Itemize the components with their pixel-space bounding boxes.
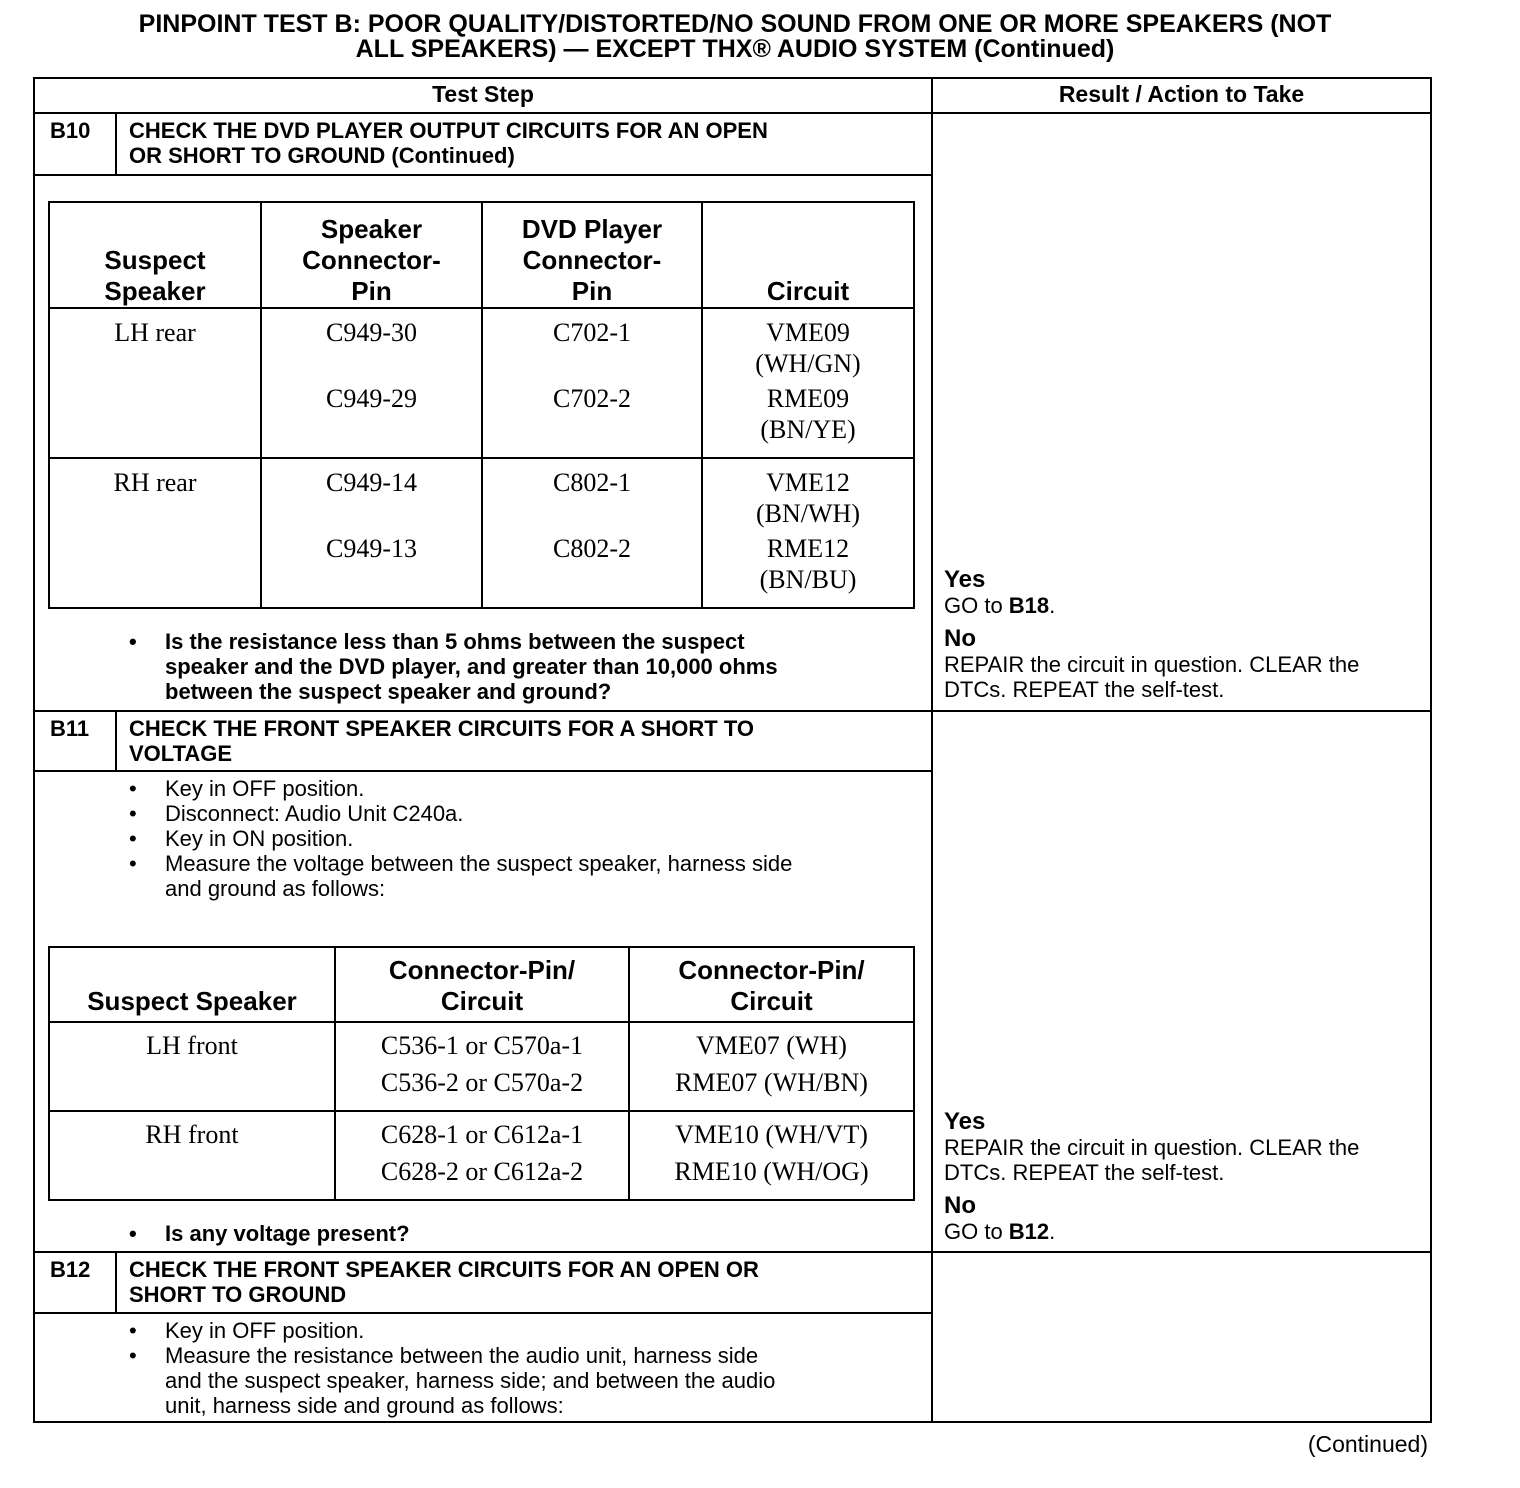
b10-cell-dvd-pin: C802-2 (482, 533, 702, 608)
b10-no-action-line-1: REPAIR the circuit in question. CLEAR the (944, 652, 1360, 677)
title-line-2: ALL SPEAKERS) — EXCEPT THX® AUDIO SYSTEM (Continued) (355, 35, 1115, 63)
b10-question-line-3: between the suspect speaker and ground? (165, 679, 612, 704)
b11-no-period: . (1049, 1219, 1056, 1244)
b10-question-line-2: speaker and the DVD player, and greater than 10,000 ohms (165, 654, 778, 679)
b11-cell-pin: C628-1 or C612a-1 (335, 1111, 629, 1156)
b11-header-connector-pin-circuit: Connector-Pin/ Circuit (335, 947, 629, 1022)
b10-question-item (125, 629, 925, 704)
b11-no-text: GO to (944, 1219, 1009, 1244)
b10-cell-speaker (49, 383, 261, 458)
b11-step-line-1: • Measure the voltage between the suspect speaker, harness side (165, 851, 793, 876)
b11-step-item: • Key in OFF position. (125, 776, 925, 801)
b10-step-id: B10 (50, 118, 91, 143)
b10-circuit-color: (WH/GN) (755, 349, 861, 378)
b11-header-connector-pin-circuit: Connector-Pin/ Circuit (629, 947, 914, 1022)
b11-cell-pin: C536-2 or C570a-2 (335, 1067, 629, 1111)
b11-title-line-2: VOLTAGE (129, 741, 233, 766)
b12-step-item (125, 1343, 925, 1418)
b10-cell-circuit (702, 308, 914, 383)
b10-header-speaker-connector-pin: Speaker Connector- Pin (261, 202, 482, 308)
b10-yes-target: B18 (1008, 593, 1050, 618)
b11-cell-pin: C628-2 or C612a-2 (335, 1156, 629, 1200)
b10-cell-dvd-pin: C802-1 (482, 458, 702, 533)
b10-question (125, 629, 925, 704)
b10-cell-speaker (49, 533, 261, 608)
b11-end-divider (33, 1251, 1432, 1253)
b11-title-divider (33, 770, 932, 772)
b10-circuit-id: VME09 (766, 318, 850, 347)
b11-step-item: • Disconnect: Audio Unit C240a. (125, 801, 925, 826)
b11-cell-speaker (49, 1156, 335, 1200)
b10-circuit-id: RME12 (766, 534, 850, 563)
page-title (0, 12, 1470, 62)
b10-cell-speaker: LH rear (49, 308, 261, 383)
header-divider (33, 112, 1432, 114)
b11-cell-speaker: RH front (49, 1111, 335, 1156)
b10-circuit-color: (BN/WH) (756, 499, 860, 528)
b11-cell-circuit: RME07 (WH/BN) (629, 1067, 914, 1111)
b11-cell-pin: C536-1 or C570a-1 (335, 1022, 629, 1067)
b12-id-divider (115, 1253, 117, 1313)
b10-yes-period: . (1049, 593, 1056, 618)
b11-step-id: B11 (50, 716, 90, 741)
b10-end-divider (33, 710, 1432, 712)
b10-cell-speaker: RH rear (49, 458, 261, 533)
b10-header-circuit: Circuit (702, 202, 914, 308)
b11-cell-circuit: VME10 (WH/VT) (629, 1111, 914, 1156)
b10-yes-text: GO to (944, 593, 1009, 618)
b12-title-line-1: CHECK THE FRONT SPEAKER CIRCUITS FOR AN OPEN OR (129, 1257, 759, 1282)
b10-title-divider (33, 174, 932, 176)
header-result: Result / Action to Take (1058, 81, 1305, 107)
b10-cell-dvd-pin: C702-2 (482, 383, 702, 458)
b10-cell-speaker-pin: C949-14 (261, 458, 482, 533)
b10-header-dvd-connector-pin: DVD Player Connector- Pin (482, 202, 702, 308)
b12-steps-list (125, 1318, 925, 1418)
b11-voltage-table (48, 946, 915, 1201)
b10-title-line-1: CHECK THE DVD PLAYER OUTPUT CIRCUITS FOR AN OPEN (129, 118, 768, 143)
b11-no-action (944, 1219, 1430, 1244)
b11-step-item: • Key in ON position. (125, 826, 925, 851)
b11-no-target: B12 (1008, 1219, 1050, 1244)
b11-header-suspect-speaker: Suspect Speaker (49, 947, 335, 1022)
b12-step-title (129, 1257, 759, 1307)
b11-result (944, 1109, 1430, 1244)
b11-cell-circuit: RME10 (WH/OG) (629, 1156, 914, 1200)
b11-steps-list (125, 776, 925, 901)
b10-cell-circuit (702, 458, 914, 533)
b11-yes-label: Yes (944, 1108, 986, 1135)
b10-cell-speaker-pin: C949-30 (261, 308, 482, 383)
b12-step-line-1: • Measure the resistance between the audio unit, harness side (165, 1343, 759, 1368)
b10-yes-action (944, 593, 1430, 618)
b10-yes-label: Yes (944, 566, 986, 593)
b10-question-line-1: • Is the resistance less than 5 ohms between the suspect (165, 629, 745, 654)
b10-circuit-id: VME12 (766, 468, 850, 497)
b12-step-item: • Key in OFF position. (125, 1318, 925, 1343)
b11-step-line-2: and ground as follows: (165, 876, 386, 901)
b10-title-line-2: OR SHORT TO GROUND (Continued) (129, 143, 515, 168)
b10-cell-dvd-pin: C702-1 (482, 308, 702, 383)
b10-circuit-id: RME09 (766, 384, 850, 413)
b11-cell-speaker: LH front (49, 1022, 335, 1067)
b10-pin-table (48, 201, 915, 609)
b10-cell-circuit (702, 533, 914, 608)
title-line-1: PINPOINT TEST B: POOR QUALITY/DISTORTED/NO SOUND FROM ONE OR MORE SPEAKERS (NOT (138, 10, 1332, 38)
continued-label: (Continued) (1307, 1431, 1428, 1457)
b10-result (944, 567, 1430, 702)
b10-circuit-color: (BN/YE) (760, 415, 856, 444)
b10-no-label: No (944, 625, 976, 652)
b11-step-item (125, 851, 925, 901)
b12-title-line-2: SHORT TO GROUND (129, 1282, 347, 1307)
b10-header-suspect-speaker: Suspect Speaker (49, 202, 261, 308)
header-test-step: Test Step (432, 81, 534, 107)
b10-cell-speaker-pin: C949-13 (261, 533, 482, 608)
b10-step-title (129, 118, 768, 168)
b11-cell-speaker (49, 1067, 335, 1111)
b11-yes-action-line-1: REPAIR the circuit in question. CLEAR the (944, 1135, 1360, 1160)
b12-step-line-2: and the suspect speaker, harness side; and between the audio (165, 1368, 776, 1393)
b10-cell-circuit (702, 383, 914, 458)
b11-step-title (129, 716, 754, 766)
b11-id-divider (115, 712, 117, 772)
b11-question-item: • Is any voltage present? (125, 1221, 925, 1246)
b10-no-action-line-2: DTCs. REPEAT the self-test. (944, 677, 1225, 702)
b10-id-divider (115, 114, 117, 175)
b11-question (125, 1221, 925, 1246)
b12-step-id: B12 (50, 1257, 91, 1282)
b11-no-label: No (944, 1192, 976, 1219)
b12-step-line-3: unit, harness side and ground as follows: (165, 1393, 564, 1418)
b11-title-line-1: CHECK THE FRONT SPEAKER CIRCUITS FOR A SHORT TO (129, 716, 754, 741)
b10-cell-speaker-pin: C949-29 (261, 383, 482, 458)
b11-cell-circuit: VME07 (WH) (629, 1022, 914, 1067)
column-divider (931, 77, 933, 1423)
b11-yes-action-line-2: DTCs. REPEAT the self-test. (944, 1160, 1225, 1185)
b12-title-divider (33, 1312, 932, 1314)
b10-circuit-color: (BN/BU) (759, 565, 857, 594)
